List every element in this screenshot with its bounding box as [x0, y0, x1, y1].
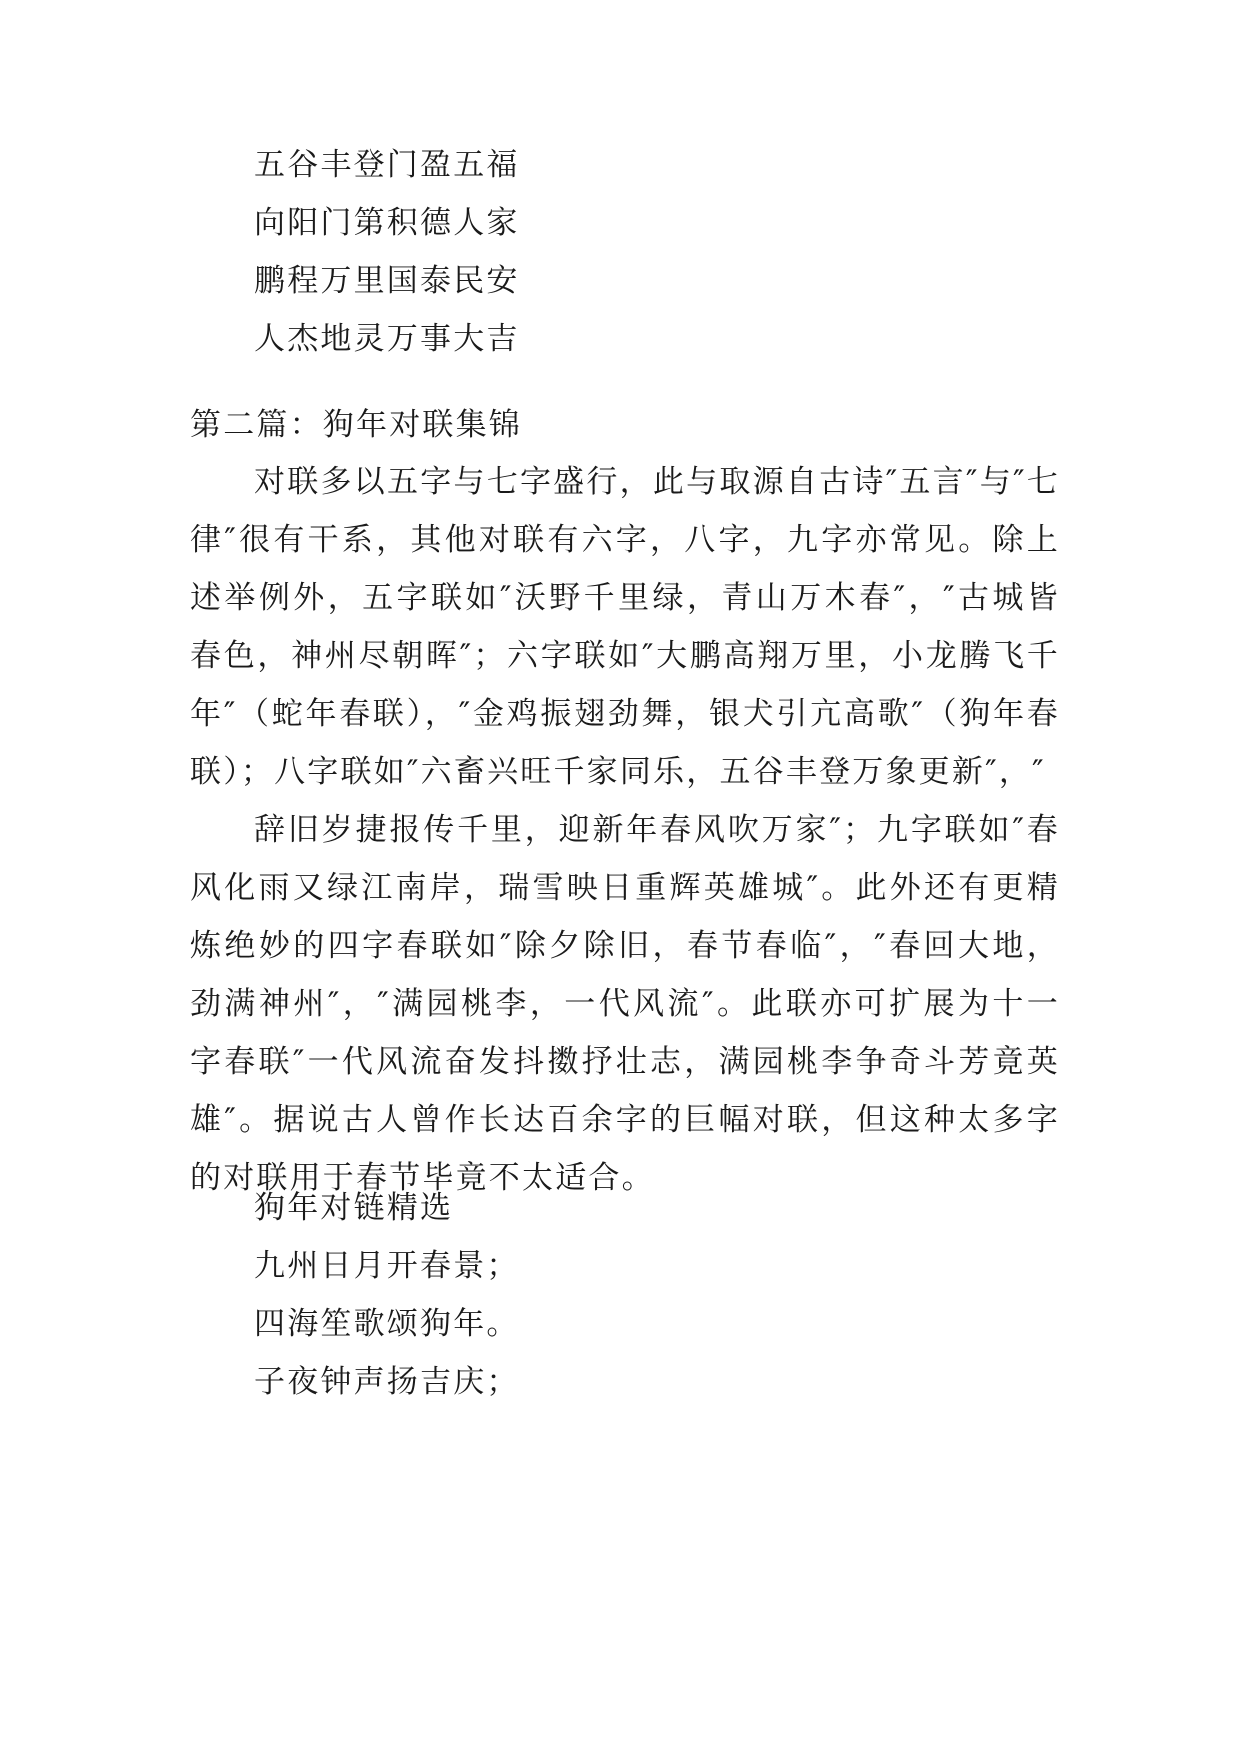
subsection-title: 狗年对链精选: [254, 1190, 454, 1226]
body-paragraph: 辞旧岁捷报传千里，迎新年春风吹万家″；九字联如″春风化雨又绿江南岸，瑞雪映日重辉英雄城″。此外还有更精炼绝妙的四字春联如″除夕除旧，春节春临″，″春回大地，劲满神州″，″满园桃李，一代风流″。此联亦可扩展为十一字春联″一代风流奋发抖擞抒壮志，满园桃李争奇斗芳竟英雄″。据说古人曾作长达百余字的巨幅对联，但这种太多字的对联用于春节毕竟不太适合。: [190, 812, 1060, 1196]
couplet-line: 向阳门第积德人家: [254, 205, 520, 241]
top-couplet-list: [190, 136, 1060, 368]
couplet-line: 子夜钟声扬吉庆；: [254, 1364, 520, 1400]
couplet-line: 四海笙歌颂狗年。: [254, 1306, 520, 1342]
section-title: 第二篇：狗年对联集锦: [190, 407, 522, 443]
couplet-line: 鹏程万里国泰民安: [254, 263, 520, 299]
article-body: [190, 453, 1060, 1207]
couplet-line: 人杰地灵万事大吉: [254, 321, 520, 357]
couplet-line: 五谷丰登门盈五福: [254, 147, 520, 183]
bottom-couplet-list: [190, 1237, 1060, 1411]
couplet-line: 九州日月开春景；: [254, 1248, 520, 1284]
body-paragraph: 对联多以五字与七字盛行，此与取源自古诗″五言″与″七律″很有干系，其他对联有六字，八字，九字亦常见。除上述举例外，五字联如″沃野千里绿，青山万木春″，″古城皆春色，神州尽朝晖″；六字联如″大鹏高翔万里，小龙腾飞千年″（蛇年春联），″金鸡振翅劲舞，银犬引亢高歌″（狗年春联）；八字联如″六畜兴旺千家同乐，五谷丰登万象更新″，″: [190, 464, 1060, 790]
